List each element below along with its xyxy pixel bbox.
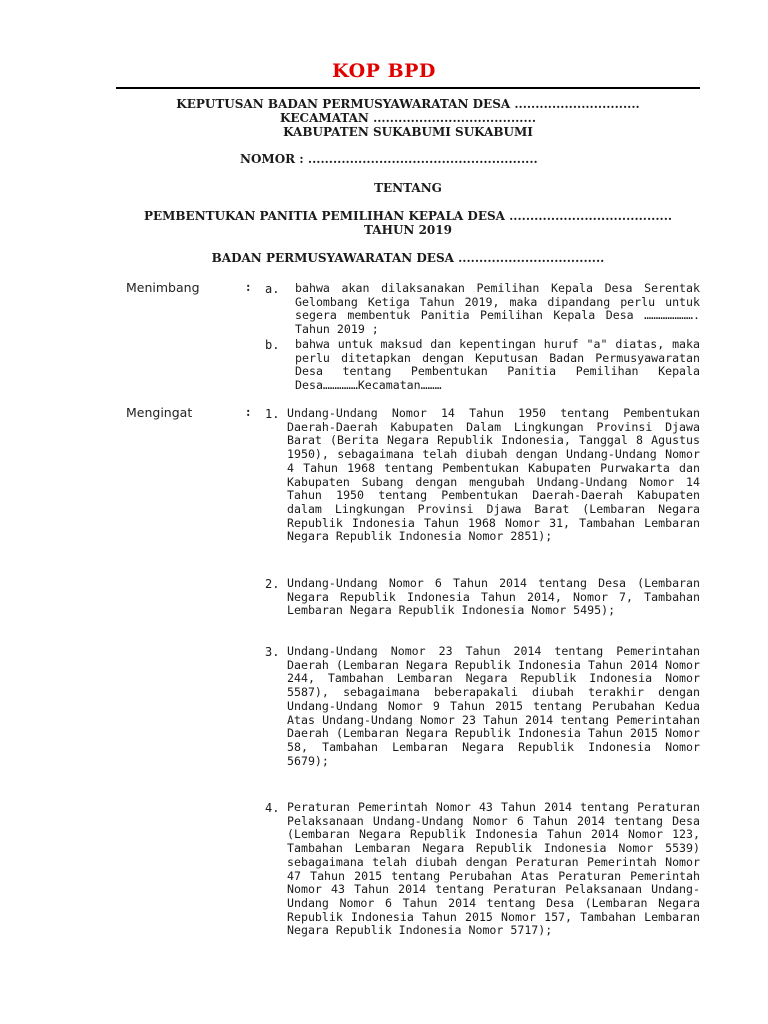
- decree-subject-line-2: TAHUN 2019: [364, 223, 452, 237]
- mengingat-item-4: Peraturan Pemerintah Nomor 43 Tahun 2014 tentang Peraturan Pelaksanaan Undang-Undang Nomor 6 Tahun 2014 tentang Desa (Lembaran Negara Republik Indonesia Tahun 2014 Nomor 123, Tambahan Lembaran Negara Republik Indonesia Nomor 5539) sebagaimana telah diubah dengan Peraturan Pemerintah Nomor 47 Tahun 2015 tentang Perubahan Atas Peraturan Pemerintah Nomor 43 Tahun 2014 tentang Peraturan Pelaksanaan Undang-Undang Nomor 6 Tahun 2014 tentang Desa (Lembaran Negara Republik Indonesia Tahun 2015 Nomor 157, Tambahan Lembaran Negara Republik Indonesia Nomor 5717);: [287, 800, 700, 938]
- mengingat-colon: :: [246, 405, 251, 419]
- decree-title-line-2: KECAMATAN .......................................: [279, 111, 537, 125]
- letterhead-title: KOP BPD: [332, 60, 436, 82]
- tentang-heading: TENTANG: [374, 181, 442, 195]
- mengingat-item-1: Undang-Undang Nomor 14 Tahun 1950 tentang Pembentukan Daerah-Daerah Kabupaten Dalam Lingkungan Provinsi Djawa Barat (Berita Negara Republik Indonesia, Tanggal 8 Agustus 1950), sebagaimana telah diubah dengan Undang-Undang Nomor 4 Tahun 1968 tentang Pembentukan Kabupaten Purwakarta dan Kabupaten Subang dengan mengubah Undang-Undang Nomor 14 Tahun 1950 tentang Pembentukan Daerah-Daerah Kabupaten dalam Lingkungan Provinsi Djawa Barat (Lembaran Negara Republik Indonesia Tahun 1968 Nomor 31, Tambahan Lembaran Negara Republik Indonesia Nomor 2851);: [287, 406, 700, 544]
- menimbang-label: Menimbang: [126, 280, 200, 295]
- issuing-body: BADAN PERMUSYAWARATAN DESA ...................................: [211, 251, 605, 265]
- mengingat-item-2: Undang-Undang Nomor 6 Tahun 2014 tentang Desa (Lembaran Negara Republik Indonesia Tahun 2014, Nomor 7, Tambahan Lembaran Negara Republik Indonesia Nomor 5495);: [287, 576, 700, 618]
- mengingat-label: Mengingat: [126, 405, 193, 420]
- mengingat-marker-4: 4.: [265, 801, 280, 815]
- mengingat-item-3: Undang-Undang Nomor 23 Tahun 2014 tentang Pemerintahan Daerah (Lembaran Negara Republik Indonesia Tahun 2014 Nomor 244, Tambahan Lembaran Negara Republik Indonesia Nomor 5587), sebagaimana beberapakali diubah terakhir dengan Undang-Undang Nomor 9 Tahun 2015 tentang Perubahan Kedua Atas Undang-Undang Nomor 23 Tahun 2014 tentang Pemerintahan Daerah (Lembaran Negara Republik Indonesia Tahun 2015 Nomor 58, Tambahan Lembaran Negara Republik Indonesia Nomor 5679);: [287, 644, 700, 768]
- menimbang-marker-b: b.: [265, 338, 280, 352]
- mengingat-marker-2: 2.: [265, 577, 280, 591]
- menimbang-colon: :: [246, 280, 251, 294]
- decree-title-line-3: KABUPATEN SUKABUMI SUKABUMI: [283, 125, 533, 139]
- decree-number: NOMOR : .......................................................: [240, 152, 538, 166]
- mengingat-marker-1: 1.: [265, 407, 280, 421]
- menimbang-item-b: bahwa untuk maksud dan kepentingan huruf "a" diatas, maka perlu ditetapkan dengan Keputusan Badan Permusyawaratan Desa tentang Pembentukan Panitia Pemilihan Kepala Desa……………Kecamatan………: [295, 337, 700, 393]
- decree-subject-line-1: PEMBENTUKAN PANITIA PEMILIHAN KEPALA DESA .......................................: [143, 209, 673, 223]
- menimbang-marker-a: a.: [265, 282, 280, 296]
- decree-title-line-1: KEPUTUSAN BADAN PERMUSYAWARATAN DESA ..............................: [176, 97, 640, 111]
- letterhead-divider: [116, 87, 700, 89]
- menimbang-item-a: bahwa akan dilaksanakan Pemilihan Kepala Desa Serentak Gelombang Ketiga Tahun 2019, maka dipandang perlu untuk segera membentuk Panitia Pemilihan Kepala Desa …………………. Tahun 2019 ;: [295, 281, 700, 337]
- mengingat-marker-3: 3.: [265, 645, 280, 659]
